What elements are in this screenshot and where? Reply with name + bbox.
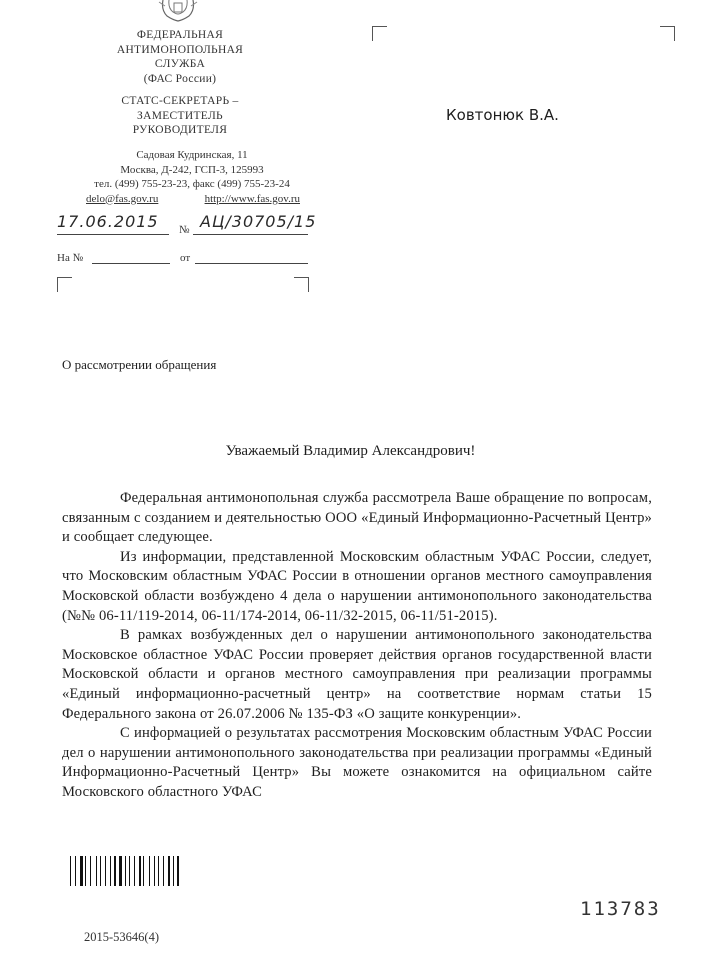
barcode-bar	[134, 856, 135, 886]
signatory-position	[95, 94, 265, 138]
barcode-bar	[114, 856, 115, 886]
barcode-bar	[75, 856, 76, 886]
barcode-bar	[73, 856, 74, 886]
barcode-bar	[84, 856, 85, 886]
address-line: Садовая Кудринская, 11	[136, 149, 248, 161]
ref-number-label: На №	[57, 252, 84, 264]
barcode-bar	[165, 856, 166, 886]
organization-name	[95, 28, 265, 86]
org-line: АНТИМОНОПОЛЬНАЯ	[116, 43, 244, 56]
org-line: СЛУЖБА	[154, 58, 206, 70]
barcode-bar	[112, 856, 113, 886]
barcode-bar	[77, 856, 78, 886]
barcode-bar	[156, 856, 157, 886]
phone-fax: тел. (499) 755-23-23, факс (499) 755-23-24	[94, 178, 290, 190]
barcode-bar	[105, 856, 106, 886]
barcode-bar	[132, 856, 133, 886]
barcode-bar	[139, 856, 140, 886]
barcode-bar	[97, 856, 99, 886]
position-line: РУКОВОДИТЕЛЯ	[132, 124, 228, 136]
barcode-bar	[151, 856, 152, 886]
barcode-bar	[173, 856, 174, 886]
barcode-bar	[149, 856, 150, 886]
barcode-bar	[146, 856, 148, 886]
barcode-bar	[136, 856, 137, 886]
barcode-bar	[125, 856, 126, 886]
barcode-bar	[142, 856, 143, 886]
body-paragraph: В рамках возбужденных дел о нарушении антимонопольного законодательства Московское областное УФАС России проверяет действия органов государственной власти Московской области и органов местного самоуправления при реализации программы «Единый информационно-расчетный центр» на соответствие нормам статьи 15 Федерального закона от 26.07.2006 № 135-ФЗ «О защите конкуренции».	[62, 627, 652, 722]
barcode-bar	[161, 856, 162, 886]
barcode-bar	[127, 856, 128, 886]
body-paragraph: С информацией о результатах рассмотрения Московским областным УФАС России дел о нарушении антимонопольного законодательства при реализации программы «Единый Информационно-Расчетный Центр» Вы можете ознакомится на официальном сайте Московского областного УФАС	[62, 725, 652, 800]
barcode-bar	[118, 856, 119, 886]
address-corner-top-right	[660, 26, 675, 41]
barcode-bar	[85, 856, 86, 886]
barcode-bar	[92, 856, 93, 886]
letter-subject: О рассмотрении обращения	[62, 357, 217, 372]
barcode-bar	[119, 856, 121, 886]
barcode-bar	[90, 856, 91, 886]
barcode-bar	[96, 856, 97, 886]
barcode-bar	[100, 856, 101, 886]
barcode-bar	[129, 856, 130, 886]
barcode-bar	[107, 856, 108, 886]
org-line: (ФАС России)	[143, 72, 217, 85]
barcode-bar	[176, 856, 177, 886]
barcode-bar	[143, 856, 144, 886]
barcode-bar	[163, 856, 164, 886]
barcode-bar	[171, 856, 172, 886]
barcode-bar	[88, 856, 89, 886]
position-line: ЗАМЕСТИТЕЛЬ	[137, 109, 223, 122]
salutation: Уважаемый Владимир Александрович!	[225, 443, 476, 459]
barcode-bar	[103, 856, 104, 886]
document-id: 2015-53646(4)	[84, 930, 159, 944]
address-line: Москва, Д-242, ГСП-3, 125993	[120, 163, 264, 176]
ref-date-label: от	[180, 252, 191, 264]
letter-body	[62, 489, 652, 803]
position-line: СТАТС-СЕКРЕТАРЬ –	[121, 95, 239, 107]
recipient-name: Ковтонюк В.А.	[446, 106, 559, 124]
subject-corner-right	[294, 277, 309, 292]
incoming-number: 113783	[580, 898, 661, 920]
number-label: №	[179, 224, 190, 236]
body-paragraph: Из информации, представленной Московским областным УФАС России, следует, что Московским областным УФАС России в отношении органов местного самоуправления Московской области возбуждено 4 дела о нарушении антимонопольного законодательства (№№ 06-11/119-2014, 06-11/174-2014, 06-11/32-2015, 06-11/51-2015).	[62, 548, 652, 624]
date-underline	[57, 234, 169, 235]
barcode-bar	[168, 856, 170, 886]
website-link[interactable]: http://www.fas.gov.ru	[204, 192, 300, 205]
barcode-bar	[80, 856, 82, 886]
ref-number-field	[92, 263, 170, 264]
email-link[interactable]: delo@fas.gov.ru	[86, 192, 159, 205]
registration-date: 17.06.2015	[57, 212, 159, 231]
barcode-bar	[70, 856, 71, 886]
registration-number: АЦ/30705/15	[200, 212, 317, 231]
org-line: ФЕДЕРАЛЬНАЯ	[136, 29, 224, 41]
body-paragraph: Федеральная антимонопольная служба рассмотрела Ваше обращение по вопросам, связанным с созданием и деятельностью ООО «Единый Информационно-Расчетный Центр» и сообщает следующее.	[62, 490, 652, 546]
subject-corner-left	[57, 277, 72, 292]
address-corner-top-left	[372, 26, 387, 41]
barcode	[70, 856, 180, 886]
barcode-bar	[110, 856, 111, 886]
ref-date-field	[195, 263, 308, 264]
barcode-bar	[158, 856, 159, 886]
number-underline	[193, 234, 308, 235]
barcode-bar	[154, 856, 155, 886]
contact-block	[72, 148, 312, 206]
coat-of-arms-emblem	[155, 0, 201, 22]
barcode-bar	[123, 856, 124, 886]
barcode-bar	[177, 856, 178, 886]
